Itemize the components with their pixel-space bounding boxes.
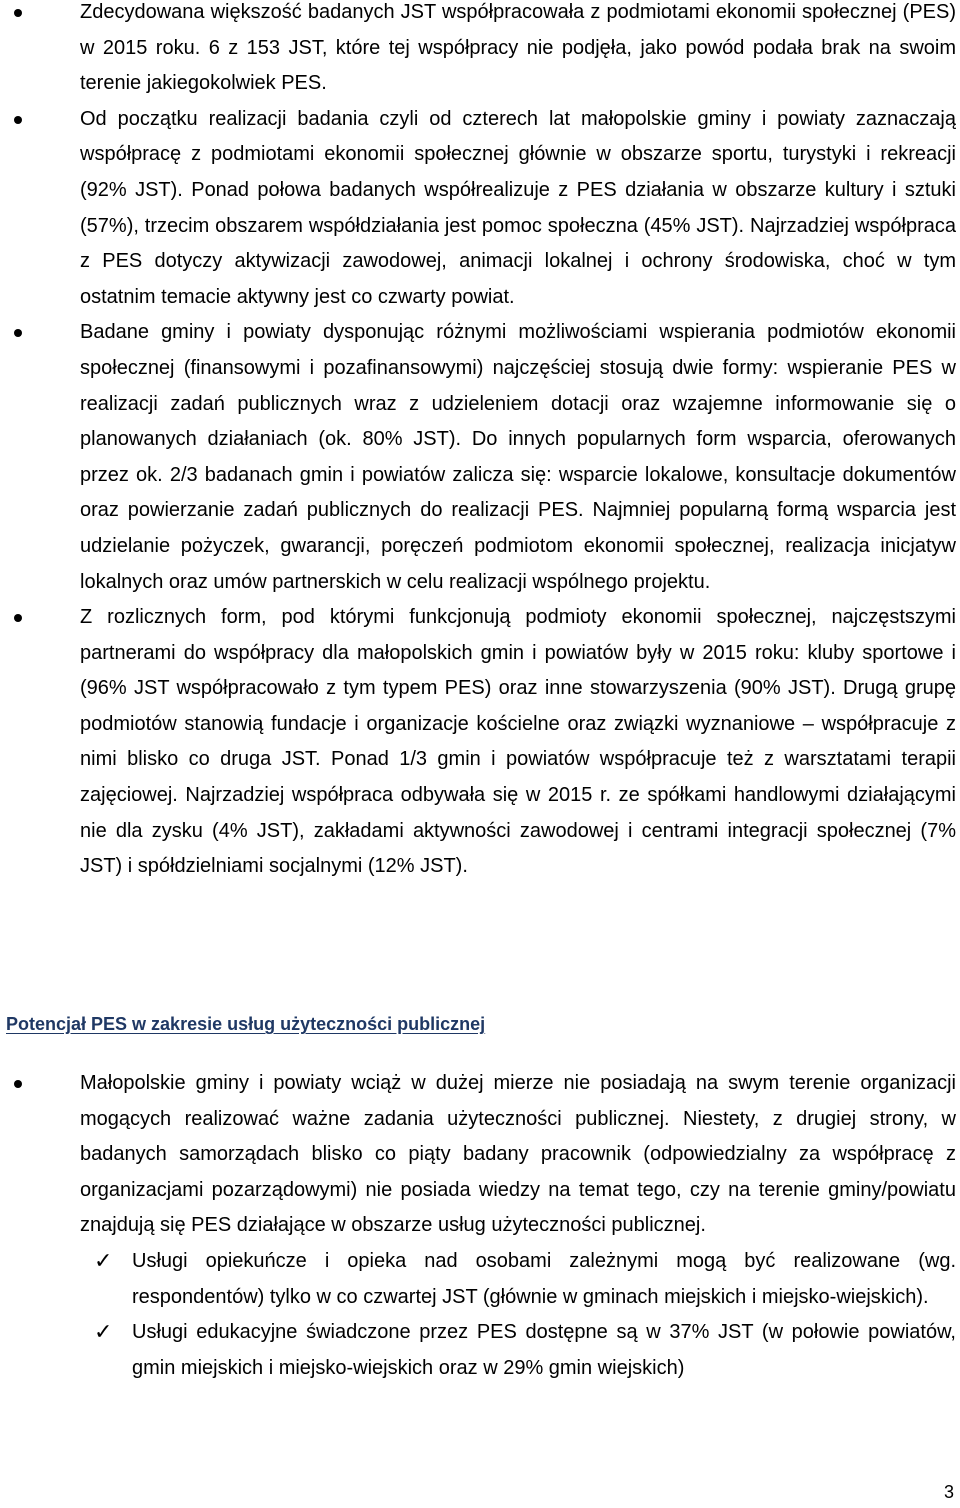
page-number: 3 [943, 1482, 954, 1502]
list-item [0, 102, 960, 316]
checkmark-item-text: Usługi edukacyjne świadczone przez PES dostępne są w 37% JST (w połowie powiatów, gmin miejskich i miejsko-wiejskich oraz w 29% gmin wiejskich) [132, 1321, 956, 1379]
checkmark-icon: ✓ [94, 1248, 113, 1274]
list-item-text: Małopolskie gminy i powiaty wciąż w dużej mierze nie posiadają na swym terenie organizacji mogących realizować ważne zadania użyteczności publicznej. Niestety, z drugiej strony, w badanych samorządach blisko co piąty badany pracownik (odpowiedzialny za współpracę z organizacjami pozarządowymi) nie posiada wiedzy na temat tego, czy na terenie gminy/powiatu znajdują się PES działające w obszarze usług użyteczności publicznej. [80, 1072, 956, 1237]
potential-section [0, 1066, 960, 1386]
checkmark-item [0, 1315, 960, 1386]
checkmark-item-text: Usługi opiekuńcze i opieka nad osobami zależnymi mogą być realizowane (wg. respondentów) tylko w co czwartej JST (głównie w gminach miejskich i miejsko-wiejskich). [132, 1249, 956, 1308]
section-heading: Potencjał PES w zakresie usług użyteczności publicznej [6, 1014, 486, 1034]
list-item [0, 600, 960, 885]
list-item-text: Z rozlicznych form, pod którymi funkcjonują podmioty ekonomii społecznej, najczęstszymi partnerami do współpracy dla małopolskich gmin i powiatów były w 2015 roku: kluby sportowe i (96% JST współpracowało z tym typem PES) oraz inne stowarzyszenia (90% JST). Drugą grupę podmiotów stanowią fundacje i organizacje kościelne oraz związki wyznaniowe – współpracuje z nimi blisko co druga JST. Ponad 1/3 gmin i powiatów współpracuje też z warsztatami terapii zajęciowej. Najrzadziej współpraca odbywała się w 2015 r. ze spółkami handlowymi działającymi nie dla zysku (4% JST), zakładami aktywności zawodowej i centrami integracji społecznej (7% JST) i spółdzielniami socjalnymi (12% JST). [80, 606, 956, 878]
checkmark-list [0, 1244, 960, 1386]
bullet-icon [14, 9, 22, 17]
list-item [0, 1066, 960, 1244]
list-item-text: Od początku realizacji badania czyli od czterech lat małopolskie gminy i powiaty zaznaczają współpracę z podmiotami ekonomii społecznej głównie w obszarze sportu, turystyki i rekreacji (92% JST). Ponad połowa badanych współrealizuje z PES działania w obszarze kultury i sztuki (57%), trzecim obszarem współdziałania jest pomoc społeczna (45% JST). Najrzadziej współpraca z PES dotyczy aktywizacji zawodowej, animacji lokalnej i ochrony środowiska, choć w tym ostatnim temacie aktywny jest co czwarty powiat. [80, 107, 956, 308]
bullet-icon [14, 116, 22, 124]
checkmark-item [0, 1244, 960, 1315]
list-item-text: Zdecydowana większość badanych JST współpracowała z podmiotami ekonomii społecznej (PES) w 2015 roku. 6 z 153 JST, które tej współpracy nie podjęła, jako powód podała brak na swoim terenie jakiegokolwiek PES. [80, 1, 956, 95]
bullet-icon [14, 614, 22, 622]
bullet-icon [14, 329, 22, 337]
list-item [0, 315, 960, 600]
list-item-text: Badane gminy i powiaty dysponując różnymi możliwościami wspierania podmiotów ekonomii społecznej (finansowymi i pozafinansowymi) najczęściej stosują dwie formy: wspieranie PES w realizacji zadań publicznych wraz z udzieleniem dotacji oraz wzajemne informowanie się o planowanych działaniach (ok. 80% JST). Do innych popularnych form wsparcia, oferowanych przez ok. 2/3 badanach gmin i powiatów zalicza się: wsparcie lokalowe, konsultacje dokumentów oraz powierzanie zadań publicznych do realizacji PES. Najmniej popularną formą wsparcia jest udzielanie pożyczek, gwarancji, poręczeń podmiotom ekonomii społecznej, realizacja inicjatyw lokalnych oraz umów partnerskich w celu realizacji wspólnego projektu. [80, 321, 956, 593]
list-item [0, 0, 960, 102]
potential-list [0, 1066, 960, 1244]
checkmark-icon: ✓ [94, 1320, 113, 1346]
bullet-icon [14, 1080, 22, 1088]
